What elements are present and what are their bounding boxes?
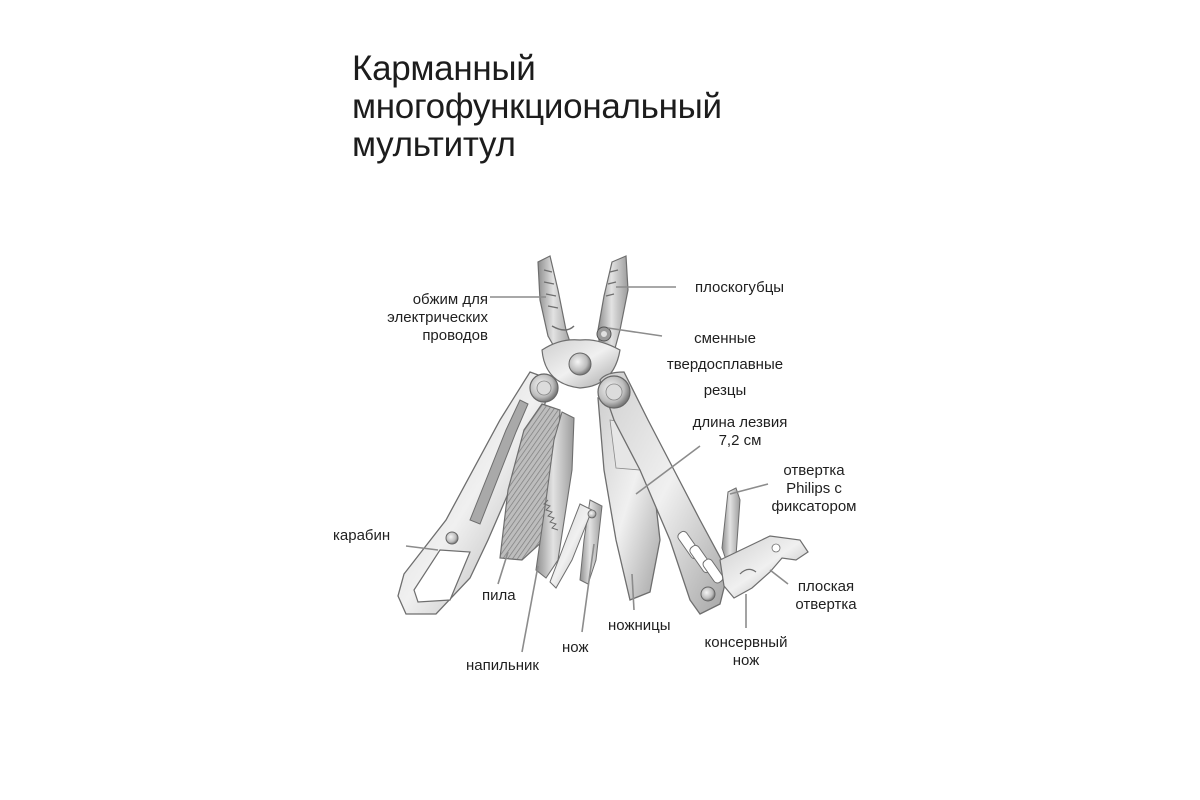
label-blade-length: длина лезвия 7,2 см	[692, 414, 788, 449]
title-line-3: мультитул	[352, 125, 516, 164]
label-crimp: обжим для электрических проводов	[387, 291, 488, 344]
label-can-opener: консервный нож	[704, 634, 788, 669]
label-pliers: плоскогубцы	[695, 279, 785, 296]
label-phillips: отвертка Philips с фиксатором	[771, 462, 857, 515]
label-flat-screwdriver: плоская отвертка	[795, 578, 857, 613]
label-saw: пила	[482, 587, 516, 604]
label-cutters: сменные твердосплавные резцы	[666, 330, 784, 399]
label-knife: нож	[562, 639, 589, 656]
label-scissors: ножницы	[608, 617, 671, 634]
pliers-jaws	[538, 256, 628, 352]
label-file: напильник	[466, 657, 539, 674]
title-line-1: Карманный	[352, 49, 536, 88]
title-line-2: многофункциональный	[352, 87, 722, 126]
label-carabiner: карабин	[333, 527, 391, 544]
phillips-screwdriver	[722, 488, 740, 560]
